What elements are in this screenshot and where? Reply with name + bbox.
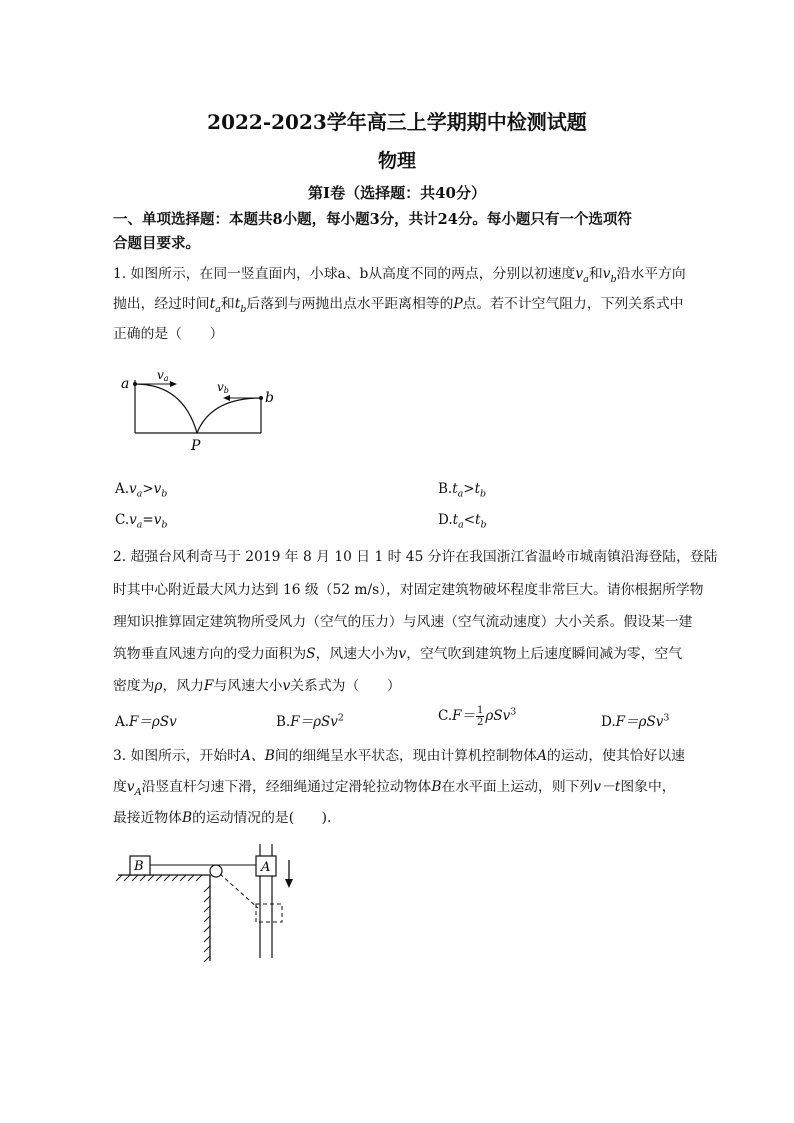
exam-title: 2022-2023学年高三上学期期中检测试题	[207, 110, 587, 134]
label-a: a	[121, 376, 130, 392]
q1-option-B[interactable]: $B.t_a>t_b$	[438, 481, 487, 500]
section-heading-line2: 合题目要求。	[113, 235, 200, 252]
q3-line1: 3. 如图所示，开始时A、B间的细绳呈水平状态，现由计算机控制物体A的运动，使其恰好以速	[113, 748, 685, 764]
label-P: P	[191, 438, 201, 454]
label-va: va	[157, 368, 169, 383]
q1-line1: 1. 如图所示，在同一竖直面内，小球a、b从高度不同的两点，分别以初速度$v_a$和$v_b$沿水平方向	[113, 266, 686, 285]
q2-option-D[interactable]: D.F＝ρSv$^3$	[601, 712, 670, 730]
ball-b	[259, 396, 263, 400]
q2-line3: 理知识推算固定建筑物所受风力（空气的压力）与风速（空气流动速度）大小关系。假设某一建	[113, 614, 693, 630]
label-A: A	[261, 860, 271, 875]
label-B: B	[134, 859, 144, 874]
q3-pulley-figure	[112, 836, 307, 964]
ball-a	[133, 382, 137, 386]
trajectory-a	[135, 384, 197, 433]
q1-line3: 正确的是（ ）	[113, 326, 224, 342]
q3-line3: 最接近物体B的运动情况的是( ).	[113, 810, 332, 826]
volume-heading: 第Ⅰ卷（选择题：共40分）	[308, 184, 486, 202]
trajectory-b	[197, 398, 261, 433]
q1-option-A[interactable]: $A.v_a>v_b$	[115, 481, 168, 500]
label-vb: vb	[217, 380, 229, 395]
q2-line5: 密度为ρ，风力F与风速大小v关系式为（ ）	[113, 678, 401, 694]
q2-option-C[interactable]: C.F＝ $\frac{1}{2}$ ρSv$^3$	[438, 705, 517, 728]
q1-option-D[interactable]: $D.t_a<t_b$	[438, 512, 487, 531]
q3-line2: 度$v_A$沿竖直杆匀速下滑，经细绳通过定滑轮拉动物体B在水平面上运动，则下列v－t图象中，	[113, 779, 676, 798]
subject-title: 物理	[377, 150, 416, 172]
q2-option-B[interactable]: B.F＝ρSv$^2$	[276, 712, 344, 730]
q2-line4: 筑物垂直风速方向的受力面积为S，风速大小为v，空气吹到建筑物上后速度瞬间减为零，空气	[113, 646, 683, 662]
rope-later-dashed	[220, 874, 258, 908]
q1-line2: 抛出，经过时间$t_a$和$t_b$后落到与两抛出点水平距离相等的P点。若不计空气阻力，下列关系式中	[113, 296, 684, 315]
pulley	[210, 865, 222, 877]
q2-option-A[interactable]: A.F＝ρSv	[115, 714, 177, 730]
q1-option-C[interactable]: $C.v_a=v_b$	[115, 512, 168, 531]
q2-line2: 时其中心附近最大风力达到 16 级（52 m/s），对固定建筑物破坏程度非常巨大。请你根据所学物	[113, 582, 704, 598]
section-heading-line1: 一、单项选择题：本题共8小题，每小题3分，共计24分。每小题只有一个选项符	[113, 211, 632, 228]
q1-trajectory-figure	[115, 360, 285, 455]
q2-line1: 2. 超强台风利奇马于 2019 年 8 月 10 日 1 时 45 分许在我国浙江省温岭市城南镇沿海登陆，登陆	[113, 549, 718, 565]
label-b: b	[265, 390, 274, 406]
